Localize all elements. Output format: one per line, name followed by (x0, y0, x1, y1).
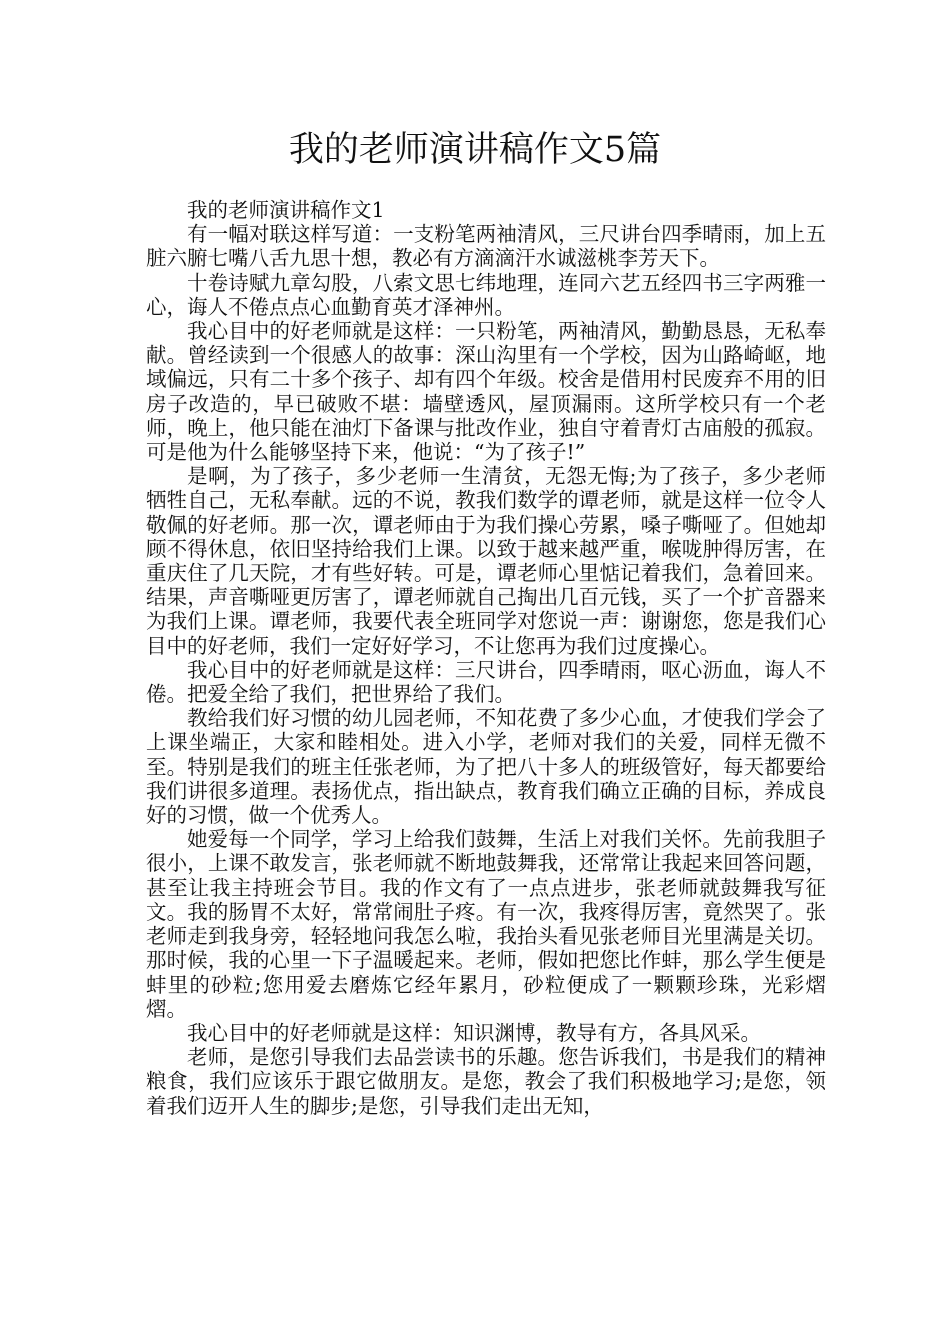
paragraph: 我心目中的好老师就是这样：一只粉笔，两袖清风，勤勤恳恳，无私奉献。曾经读到一个很感人的故事：深山沟里有一个学校，因为山路崎岖，地域偏远，只有二十多个孩子、却有四个年级。校舍是借用村民废弃不用的旧房子改造的，早已破败不堪：墙壁透风，屋顶漏雨。这所学校只有一个老师，晚上，他只能在油灯下备课与批改作业，独自守着青灯古庙般的孤寂。可是他为什么能够坚持下来，他说：“为了孩子!” (146, 319, 826, 465)
paragraph: 是啊，为了孩子，多少老师一生清贫，无怨无悔;为了孩子，多少老师牺牲自己，无私奉献。远的不说，教我们数学的谭老师，就是这样一位令人敬佩的好老师。那一次，谭老师由于为我们操心劳累，嗓子嘶哑了。但她却顾不得休息，依旧坚持给我们上课。以致于越来越严重，喉咙肿得厉害，在重庆住了几天院，才有些好转。可是，谭老师心里惦记着我们，急着回来。结果，声音嘶哑更厉害了，谭老师就自己掏出几百元钱，买了一个扩音器来为我们上课。谭老师，我要代表全班同学对您说一声：谢谢您，您是我们心目中的好老师，我们一定好好学习，不让您再为我们过度操心。 (146, 464, 826, 658)
paragraph: 我心目中的好老师就是这样：知识渊博，教导有方，各具风采。 (187, 1020, 761, 1045)
document-body (146, 198, 826, 1118)
heading-paragraph: 我的老师演讲稿作文1 (187, 198, 385, 222)
paragraph: 有一幅对联这样写道：一支粉笔两袖清风，三尺讲台四季晴雨，加上五脏六腑七嘴八舌九思十想，教必有方滴滴汗水诚滋桃李芳天下。 (146, 222, 826, 271)
paragraph: 教给我们好习惯的幼儿园老师，不知花费了多少心血，才使我们学会了上课坐端正，大家和睦相处。进入小学，老师对我们的关爱，同样无微不至。特别是我们的班主任张老师，为了把八十多人的班级管好，每天都要给我们讲很多道理。表扬优点，指出缺点，教育我们确立正确的目标，养成良好的习惯，做一个优秀人。 (146, 706, 826, 828)
paragraph: 老师，是您引导我们去品尝读书的乐趣。您告诉我们，书是我们的精神粮食，我们应该乐于跟它做朋友。是您，教会了我们积极地学习;是您，领着我们迈开人生的脚步;是您，引导我们走出无知， (146, 1045, 826, 1118)
paragraph: 十卷诗赋九章勾股，八索文思七纬地理，连同六艺五经四书三字两雅一心，诲人不倦点点心血勤育英才泽神州。 (146, 270, 826, 319)
document-title: 我的老师演讲稿作文5篇 (288, 130, 662, 170)
paragraph: 我心目中的好老师就是这样：三尺讲台，四季晴雨，呕心沥血，诲人不倦。把爱全给了我们，把世界给了我们。 (146, 657, 826, 707)
paragraph: 她爱每一个同学，学习上给我们鼓舞，生活上对我们关怀。先前我胆子很小，上课不敢发言，张老师就不断地鼓舞我，还常常让我起来回答问题，甚至让我主持班会节目。我的作文有了一点点进步，张老师就鼓舞我写征文。我的肠胃不太好，常常闹肚子疼。有一次，我疼得厉害，竟然哭了。张老师走到我身旁，轻轻地问我怎么啦，我抬头看见张老师目光里满是关切。那时候，我的心里一下子温暖起来。老师，假如把您比作蚌，那么学生便是蚌里的砂粒;您用爱去磨炼它经年累月，砂粒便成了一颗颗珍珠，光彩熠熠。 (146, 827, 826, 1021)
